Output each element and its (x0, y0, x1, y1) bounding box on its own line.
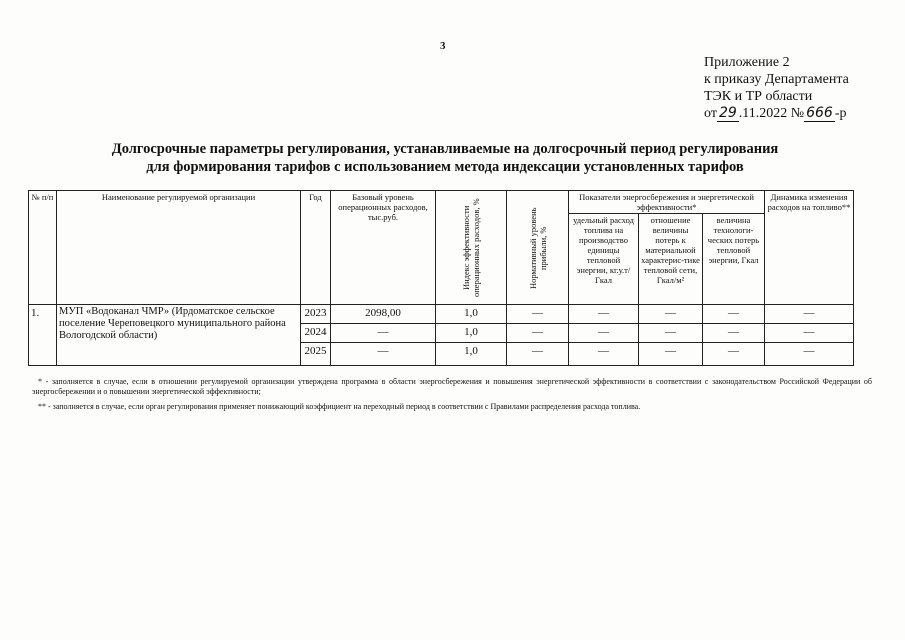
cell-fuel: — (569, 305, 639, 324)
cell-profit: — (507, 305, 569, 324)
header-num: № п/п (29, 191, 57, 305)
cell-profit: — (507, 324, 569, 343)
header-loss-ratio: отношение величины потерь к материальной характерис-тике тепловой сети, Гкал/м² (639, 214, 703, 305)
order-suffix: -р (834, 106, 847, 121)
header-index-cell (436, 191, 507, 305)
title-line-1: Долгосрочные параметры регулирования, устанавливаемые на долгосрочный период регулирования (111, 141, 779, 157)
footnote-one: * - заполняется в случае, если в отношении регулируемой организации утверждена программа в области энергосбережения и повышения энергетической эффективности в соответствии с законодательством Российской Федерации об энергосбережении и о повышении энергетической эффективности; (32, 377, 872, 396)
cell-year: 2023 (301, 305, 331, 324)
cell-index: 1,0 (436, 305, 507, 324)
date-prefix: от (704, 106, 717, 121)
header-index: Индекс эффективности операционных расходов, % (461, 198, 481, 297)
appendix-line-2: к приказу Департамента (704, 72, 849, 87)
page-number: 3 (440, 40, 446, 52)
row-org: МУП «Водоканал ЧМР» (Ирдоматское сельское поселение Череповецкого муниципального района Вологодской области) (57, 305, 301, 366)
appendix-block (704, 54, 849, 122)
header-year: Год (301, 191, 331, 305)
table-row (29, 305, 854, 324)
cell-loss-ratio: — (639, 343, 703, 366)
header-profit: Нормативный уровень прибыли, % (527, 206, 548, 289)
appendix-line-1: Приложение 2 (704, 55, 790, 70)
cell-loss-ratio: — (639, 324, 703, 343)
handwritten-day: 29 (718, 105, 737, 121)
date-middle: .11.2022 № (738, 106, 805, 121)
parameters-table (28, 190, 854, 366)
cell-base: — (331, 343, 436, 366)
cell-fuel: — (569, 343, 639, 366)
handwritten-number: 666 (806, 105, 833, 121)
cell-profit: — (507, 343, 569, 366)
header-base: Базовый уровень операционных расходов, тыс.руб. (331, 191, 436, 305)
cell-loss-ratio: — (639, 305, 703, 324)
cell-base: 2098,00 (331, 305, 436, 324)
row-num: 1. (29, 305, 57, 366)
cell-loss-value: — (703, 324, 765, 343)
cell-loss-value: — (703, 343, 765, 366)
footnote-two: ** - заполняется в случае, если орган регулирования применяет понижающий коэффициент на переходный период в соответствии с Правилами распределения расхода топлива. (38, 402, 641, 411)
header-org: Наименование регулируемой организации (57, 191, 301, 305)
cell-fuel: — (569, 324, 639, 343)
header-row-1 (29, 191, 854, 214)
title-line-2: для формирования тарифов с использованием метода индексации установленных тарифов (146, 159, 744, 175)
cell-year: 2024 (301, 324, 331, 343)
cell-dynamics: — (765, 343, 854, 366)
document-title (60, 140, 830, 176)
cell-index: 1,0 (436, 324, 507, 343)
appendix-date-line (704, 105, 849, 122)
cell-dynamics: — (765, 305, 854, 324)
cell-index: 1,0 (436, 343, 507, 366)
cell-base: — (331, 324, 436, 343)
cell-dynamics: — (765, 324, 854, 343)
header-fuel: удельный расход топлива на производство единицы тепловой энергии, кг.у.т/Гкал (569, 214, 639, 305)
cell-year: 2025 (301, 343, 331, 366)
header-loss-value: величина технологи-ческих потерь тепловой энергии, Гкал (703, 214, 765, 305)
appendix-line-3: ТЭК и ТР области (704, 89, 813, 104)
cell-loss-value: — (703, 305, 765, 324)
header-energy-group: Показатели энергосбережения и энергетической эффективности* (569, 191, 765, 214)
header-dynamics: Динамика изменения расходов на топливо** (765, 191, 854, 305)
header-profit-cell (507, 191, 569, 305)
